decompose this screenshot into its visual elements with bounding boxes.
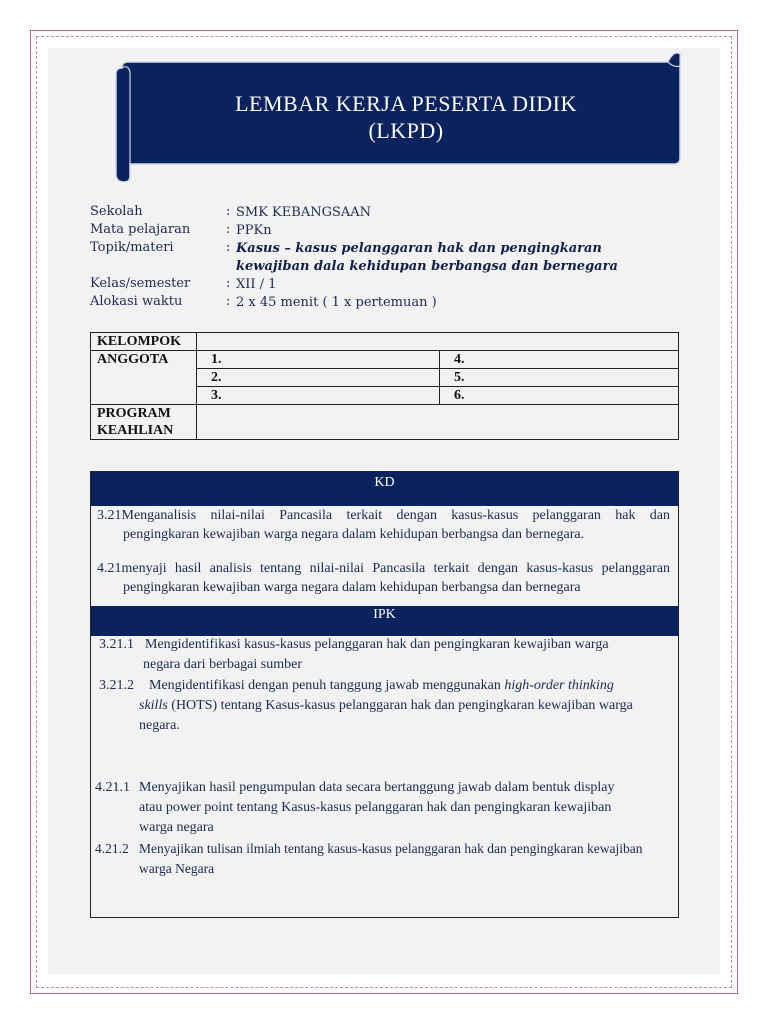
ipk-text-line-2: atau power point tentang Kasus-kasus pelanggaran hak dan pengingkaran kewajiban	[139, 800, 612, 815]
ipk-number: 4.21.1	[95, 780, 130, 795]
ipk-text-line-3: warga negara	[139, 820, 214, 835]
kd-item-3-21-line-1: 3.21Menganalisis nilai-nilai Pancasila terkait dengan kasus-kasus pelanggaran hak dan	[97, 508, 670, 523]
info-label: Mata pelajaran	[90, 222, 191, 237]
member-slot-3[interactable]: 3.	[197, 387, 440, 405]
table-row	[91, 333, 679, 351]
ipk-text-line-1	[97, 676, 670, 696]
kd-header: KD	[91, 472, 678, 506]
kd-item-4-21-line-1: 4.21menyaji hasil analisis tentang nilai-nilai Pancasila terkait dengan kasus-kasus pelanggaran	[97, 561, 670, 576]
group-table	[90, 332, 679, 440]
info-colon: :	[226, 240, 231, 255]
info-value: XII / 1	[236, 277, 277, 292]
anggota-label: ANGGOTA	[91, 351, 197, 405]
ipk-text-line-1: Menyajikan hasil pengumpulan data secara bertanggung jawab dalam bentuk display	[139, 780, 615, 795]
ipk-text-line-1: Menyajikan tulisan ilmiah tentang kasus-kasus pelanggaran hak dan pengingkaran kewajiban	[139, 841, 643, 856]
ipk-item-4-21-2	[97, 839, 670, 879]
ipk-text-line-1: Mengidentifikasi kasus-kasus pelanggaran hak dan pengingkaran kewajiban warga	[145, 637, 609, 652]
info-row-alokasi	[90, 294, 690, 312]
ipk-item-3-21-2	[97, 676, 670, 736]
info-row-mapel	[90, 222, 690, 240]
program-keahlian-field[interactable]	[197, 405, 679, 440]
info-label: Kelas/semester	[90, 276, 191, 291]
ipk-item-4-21-1	[97, 778, 670, 838]
ipk-text-line-2: negara dari berbagai sumber	[143, 657, 302, 672]
table-row	[91, 405, 679, 440]
ipk-number: 3.21.1	[99, 637, 134, 652]
ipk-text-plain: (HOTS) tentang Kasus-kasus pelanggaran hak dan pengingkaran kewajiban warga	[167, 698, 633, 713]
ipk-text-line-2	[97, 696, 670, 716]
kd-item-4-21	[97, 559, 670, 597]
member-slot-5[interactable]: 5.	[440, 369, 679, 387]
info-label: Topik/materi	[90, 240, 174, 255]
ipk-number: 4.21.2	[95, 841, 129, 856]
info-colon: :	[226, 222, 231, 237]
kelompok-field[interactable]	[197, 333, 679, 351]
ipk-text-plain: Mengidentifikasi dengan penuh tanggung jawab menggunakan	[149, 678, 505, 693]
info-value-topic-line-1: Kasus – kasus pelanggaran hak dan pengingkaran	[236, 241, 602, 256]
title-line-2: (LKPD)	[368, 118, 444, 143]
program-keahlian-label	[91, 405, 197, 440]
ipk-header: IPK	[91, 606, 678, 636]
title-line-1: LEMBAR KERJA PESERTA DIDIK	[235, 91, 577, 116]
member-slot-6[interactable]: 6.	[440, 387, 679, 405]
kd-ipk-box	[90, 471, 679, 918]
title-banner	[108, 50, 684, 182]
info-colon: :	[226, 204, 231, 219]
kd-item-3-21	[97, 506, 670, 544]
program-label-line-1: PROGRAM	[97, 406, 171, 421]
kd-item-4-21-line-2: pengingkaran kewajiban warga negara dalam kehidupan berbangsa dan bernegara	[123, 580, 581, 595]
program-label-line-2: KEAHLIAN	[97, 423, 174, 438]
member-slot-1[interactable]: 1.	[197, 351, 440, 369]
ipk-number: 3.21.2	[99, 678, 134, 693]
info-value: PPKn	[236, 223, 272, 238]
member-slot-4[interactable]: 4.	[440, 351, 679, 369]
info-value: SMK KEBANGSAAN	[236, 205, 372, 220]
identity-block	[90, 204, 690, 312]
banner-title	[128, 90, 684, 144]
ipk-text-line-3: negara.	[139, 718, 180, 733]
ipk-text-italic: skills	[139, 698, 168, 713]
info-colon: :	[226, 294, 231, 309]
kd-item-3-21-line-2: pengingkaran kewajiban warga negara dalam kehidupan berbangsa dan bernegara.	[123, 527, 585, 542]
info-label: Sekolah	[90, 204, 143, 219]
info-row-sekolah	[90, 204, 690, 222]
info-colon: :	[226, 276, 231, 291]
info-row-topik	[90, 240, 690, 276]
ipk-item-3-21-1	[97, 635, 670, 675]
info-label: Alokasi waktu	[90, 294, 183, 309]
info-value: 2 x 45 menit ( 1 x pertemuan )	[236, 295, 437, 310]
table-row	[91, 351, 679, 369]
kelompok-label: KELOMPOK	[91, 333, 197, 351]
info-value-topic-line-2: kewajiban dala kehidupan berbangsa dan bernegara	[236, 259, 618, 274]
ipk-text-italic: high-order thinking	[504, 678, 614, 693]
info-row-kelas	[90, 276, 690, 294]
ipk-text-line-2: warga Negara	[139, 861, 215, 876]
member-slot-2[interactable]: 2.	[197, 369, 440, 387]
